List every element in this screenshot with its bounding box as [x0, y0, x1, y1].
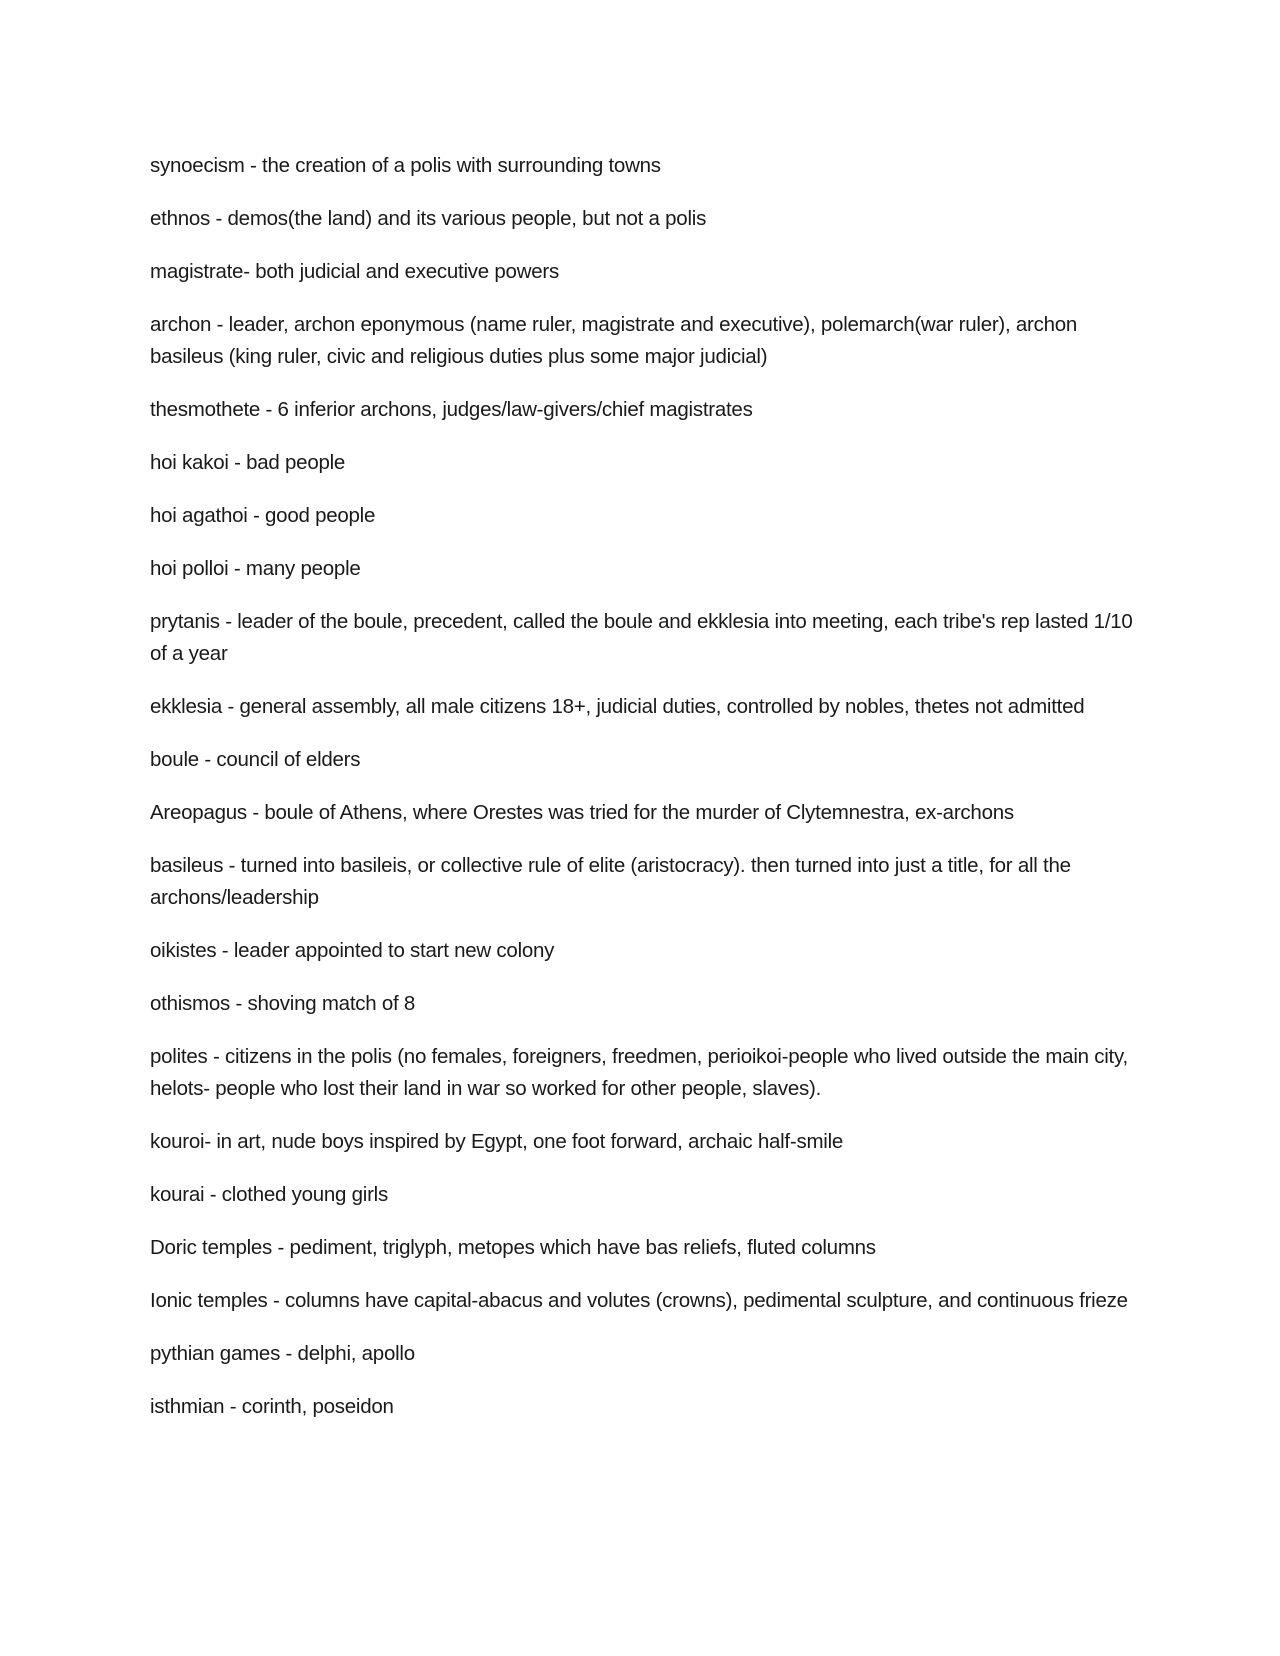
paragraph-oikistes: oikistes - leader appointed to start new colony — [150, 939, 555, 962]
paragraph-basileus: basileus - turned into basileis, or collective rule of elite (aristocracy). then turned into just a title, for all the archons/leadership — [150, 854, 1071, 909]
paragraph-doric-temples: Doric temples - pediment, triglyph, metopes which have bas reliefs, fluted columns — [150, 1236, 876, 1259]
paragraph-pythian-games: pythian games - delphi, apollo — [150, 1342, 415, 1365]
paragraph-archon: archon - leader, archon eponymous (name ruler, magistrate and executive), polemarch(war ruler), archon basileus (king ruler, civic and religious duties plus some major judicial) — [150, 313, 1078, 368]
paragraph-magistrate: magistrate- both judicial and executive powers — [150, 260, 559, 283]
paragraph-ionic-temples: Ionic temples - columns have capital-abacus and volutes (crowns), pedimental sculpture, and continuous frieze — [150, 1289, 1128, 1312]
paragraph-thesmothete: thesmothete - 6 inferior archons, judges/law-givers/chief magistrates — [150, 398, 753, 421]
paragraph-areopagus: Areopagus - boule of Athens, where Orestes was tried for the murder of Clytemnestra, ex-archons — [150, 801, 1014, 824]
paragraph-hoi-kakoi: hoi kakoi - bad people — [150, 451, 346, 474]
paragraph-kouroi: kouroi- in art, nude boys inspired by Egypt, one foot forward, archaic half-smile — [150, 1130, 844, 1153]
paragraph-prytanis: prytanis - leader of the boule, precedent, called the boule and ekklesia into meeting, each tribe's rep lasted 1/10 of a year — [150, 610, 1133, 665]
paragraph-hoi-agathoi: hoi agathoi - good people — [150, 504, 376, 527]
paragraph-synoecism: synoecism - the creation of a polis with surrounding towns — [150, 154, 661, 177]
paragraph-polites: polites - citizens in the polis (no females, foreigners, freedmen, perioikoi-people who lived outside the main city, helots- people who lost their land in war so worked for other people, slaves). — [150, 1045, 1128, 1100]
paragraph-kourai: kourai - clothed young girls — [150, 1183, 388, 1206]
document-body — [150, 150, 1135, 1444]
paragraph-boule: boule - council of elders — [150, 748, 361, 771]
paragraph-ekklesia: ekklesia - general assembly, all male citizens 18+, judicial duties, controlled by nobles, thetes not admitted — [150, 695, 1085, 718]
paragraph-ethnos: ethnos - demos(the land) and its various people, but not a polis — [150, 207, 707, 230]
paragraph-hoi-polloi: hoi polloi - many people — [150, 557, 361, 580]
paragraph-othismos: othismos - shoving match of 8 — [150, 992, 416, 1015]
paragraph-isthmian: isthmian - corinth, poseidon — [150, 1395, 394, 1418]
